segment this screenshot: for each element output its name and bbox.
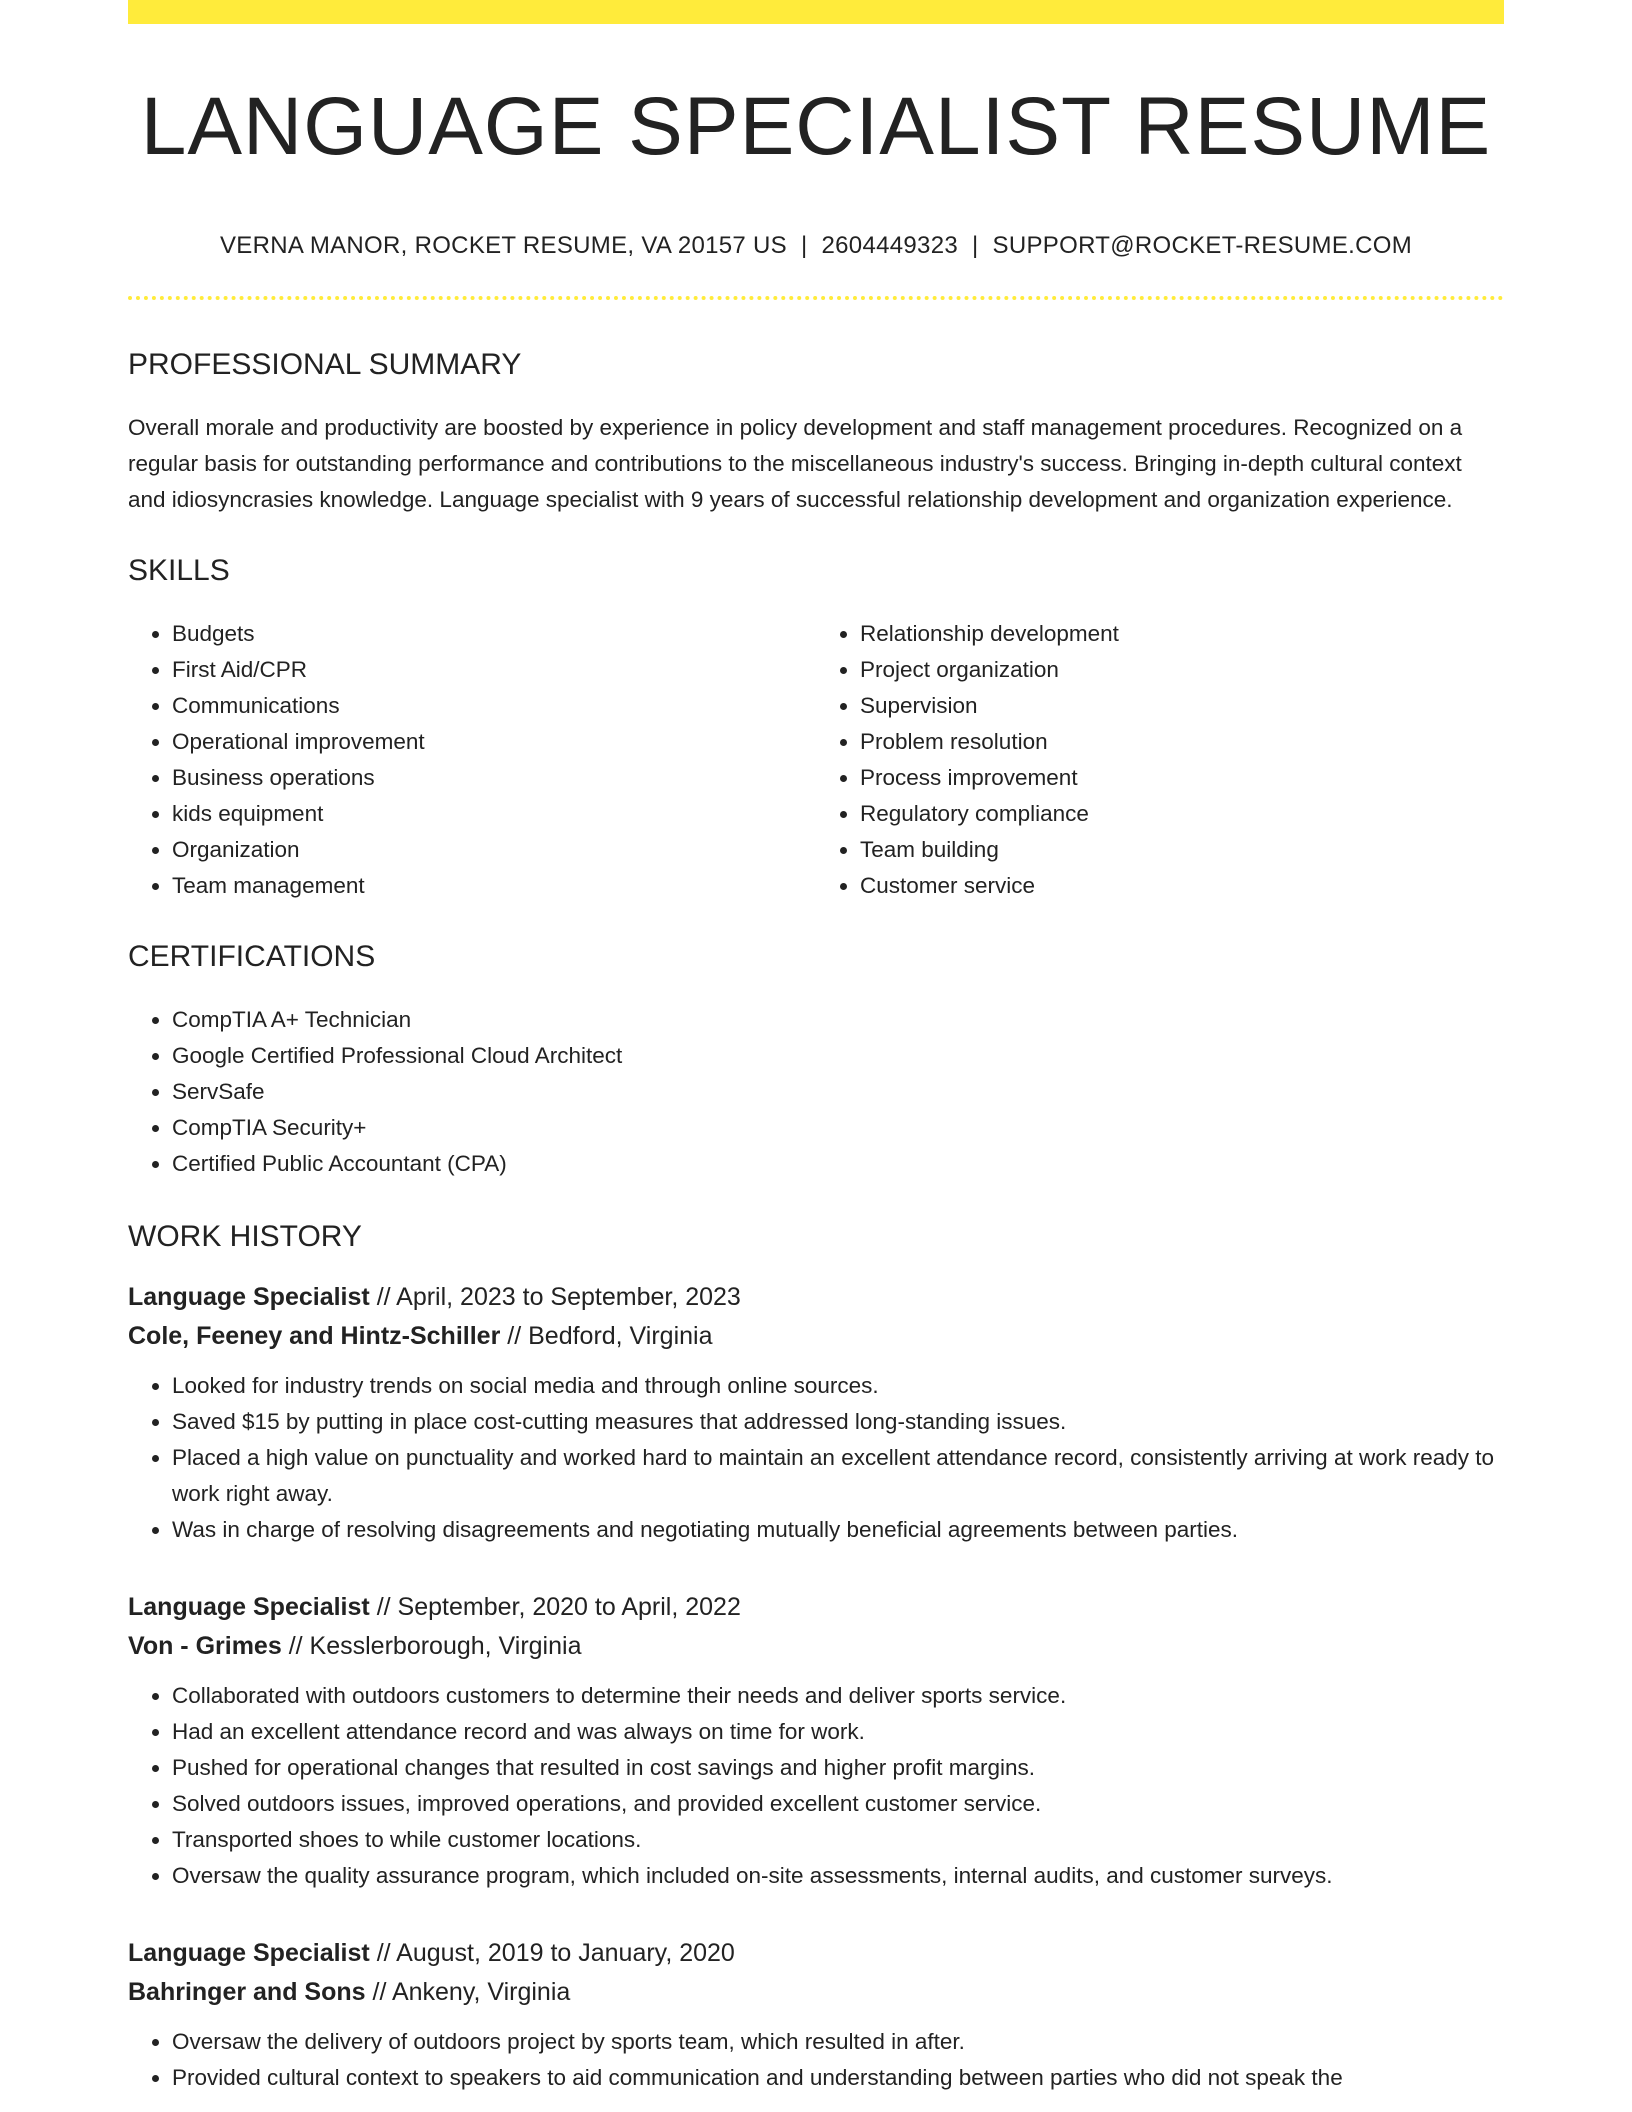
certifications-list (128, 1002, 1504, 1182)
job-dates: August, 2019 to January, 2020 (396, 1939, 735, 1967)
job-title-line (128, 1588, 1504, 1627)
skills-list-left (128, 616, 816, 904)
summary-heading: PROFESSIONAL SUMMARY (128, 348, 522, 381)
certification-item: • CompTIA Security+ (172, 1110, 1504, 1146)
contact-phone[interactable]: 2604449323 (821, 232, 958, 259)
job-divider: // (369, 1939, 397, 1967)
job-company: Bahringer and Sons (128, 1978, 366, 2006)
job-location: Kesslerborough, Virginia (309, 1632, 582, 1660)
job-dates: April, 2023 to September, 2023 (396, 1283, 741, 1311)
job-role: Language Specialist (128, 1939, 370, 1967)
skill-item: • Customer service (860, 868, 1504, 904)
certification-item: • Certified Public Accountant (CPA) (172, 1146, 1504, 1182)
job-bullet: • Oversaw the delivery of outdoors project by sports team, which resulted in after. (172, 2024, 1504, 2060)
skill-item: • Regulatory compliance (860, 796, 1504, 832)
job-divider: // (369, 1593, 398, 1621)
certification-item: • Google Certified Professional Cloud Architect (172, 1038, 1504, 1074)
contact-address: VERNA MANOR, ROCKET RESUME, VA 20157 US (219, 232, 787, 259)
skill-item: • Communications (172, 688, 816, 724)
top-accent-bar (128, 0, 1504, 24)
skill-item: • Business operations (172, 760, 816, 796)
skill-item: • Organization (172, 832, 816, 868)
job-divider: // (365, 1978, 392, 2006)
job-divider: // (500, 1322, 529, 1350)
job-divider: // (369, 1283, 397, 1311)
job-bullets (128, 1368, 1504, 1548)
job-bullet: • Pushed for operational changes that resulted in cost savings and higher profit margins. (172, 1750, 1504, 1786)
dotted-divider (128, 296, 1504, 300)
skill-item: • Relationship development (860, 616, 1504, 652)
job-bullet: • Had an excellent attendance record and was always on time for work. (172, 1714, 1504, 1750)
job-bullet: • Was in charge of resolving disagreements and negotiating mutually beneficial agreements between parties. (172, 1512, 1504, 1548)
job-dates: September, 2020 to April, 2022 (397, 1593, 741, 1621)
job-role: Language Specialist (128, 1593, 370, 1621)
resume-page (128, 0, 1504, 2112)
contact-separator: | (800, 232, 808, 259)
job-bullet: • Provided cultural context to speakers to aid communication and understanding between parties who did not speak the (172, 2060, 1504, 2096)
summary-section (128, 350, 1504, 518)
job-company-line (128, 1627, 1504, 1666)
job-divider: // (281, 1632, 310, 1660)
page-title: LANGUAGE SPECIALIST RESUME (140, 81, 1492, 172)
skills-list-right (816, 616, 1504, 904)
job-bullet: • Collaborated with outdoors customers to determine their needs and deliver sports service. (172, 1678, 1504, 1714)
job-bullet: • Solved outdoors issues, improved operations, and provided excellent customer service. (172, 1786, 1504, 1822)
job-company: Cole, Feeney and Hintz-Schiller (128, 1322, 501, 1350)
skill-item: • Project organization (860, 652, 1504, 688)
skills-heading: SKILLS (128, 554, 230, 587)
skill-item: • Supervision (860, 688, 1504, 724)
skill-item: • Process improvement (860, 760, 1504, 796)
work-history-heading: WORK HISTORY (128, 1220, 362, 1253)
job-location: Ankeny, Virginia (391, 1978, 571, 2006)
job-bullets (128, 2024, 1504, 2096)
skills-column-left (128, 616, 816, 904)
job-location: Bedford, Virginia (528, 1322, 713, 1350)
job-bullet: • Looked for industry trends on social media and through online sources. (172, 1368, 1504, 1404)
job-bullet: • Oversaw the quality assurance program, which included on-site assessments, internal audits, and customer surveys. (172, 1858, 1504, 1894)
job-company-line (128, 1317, 1504, 1356)
job-entry (128, 1934, 1504, 2096)
skill-item: • kids equipment (172, 796, 816, 832)
job-company: Von - Grimes (128, 1632, 282, 1660)
skills-column-right (816, 616, 1504, 904)
job-bullet: • Placed a high value on punctuality and worked hard to maintain an excellent attendance record, consistently arriving at work ready to work right away. (172, 1440, 1504, 1512)
certifications-section (128, 942, 1504, 1182)
summary-text: Overall morale and productivity are boosted by experience in policy development and staff management procedures. Recognized on a regular basis for outstanding performance and contributions to the miscellaneous industry's success. Bringing in-depth cultural context and idiosyncrasies knowledge. Language specialist with 9 years of successful relationship development and organization experience. (128, 415, 1463, 512)
job-company-line (128, 1973, 1504, 2012)
job-title-line (128, 1934, 1504, 1973)
skills-section (128, 556, 1504, 904)
skill-item: • Budgets (172, 616, 816, 652)
skill-item: • Problem resolution (860, 724, 1504, 760)
work-history-section (128, 1222, 1504, 2096)
job-role: Language Specialist (128, 1283, 370, 1311)
skill-item: • Team building (860, 832, 1504, 868)
job-bullet: • Transported shoes to while customer locations. (172, 1822, 1504, 1858)
skill-item: • Team management (172, 868, 816, 904)
certification-item: • CompTIA A+ Technician (172, 1002, 1504, 1038)
job-entry (128, 1278, 1504, 1548)
skills-columns (128, 616, 1504, 904)
contact-separator: | (972, 232, 979, 259)
job-title-line (128, 1278, 1504, 1317)
certification-item: • ServSafe (172, 1074, 1504, 1110)
contact-line (128, 234, 1504, 258)
skill-item: • Operational improvement (172, 724, 816, 760)
certifications-heading: CERTIFICATIONS (128, 940, 376, 973)
contact-email[interactable]: SUPPORT@ROCKET-RESUME.COM (992, 232, 1413, 259)
job-bullet: • Saved $15 by putting in place cost-cutting measures that addressed long-standing issues. (172, 1404, 1504, 1440)
skill-item: • First Aid/CPR (172, 652, 816, 688)
job-bullets (128, 1678, 1504, 1894)
job-entry (128, 1588, 1504, 1894)
